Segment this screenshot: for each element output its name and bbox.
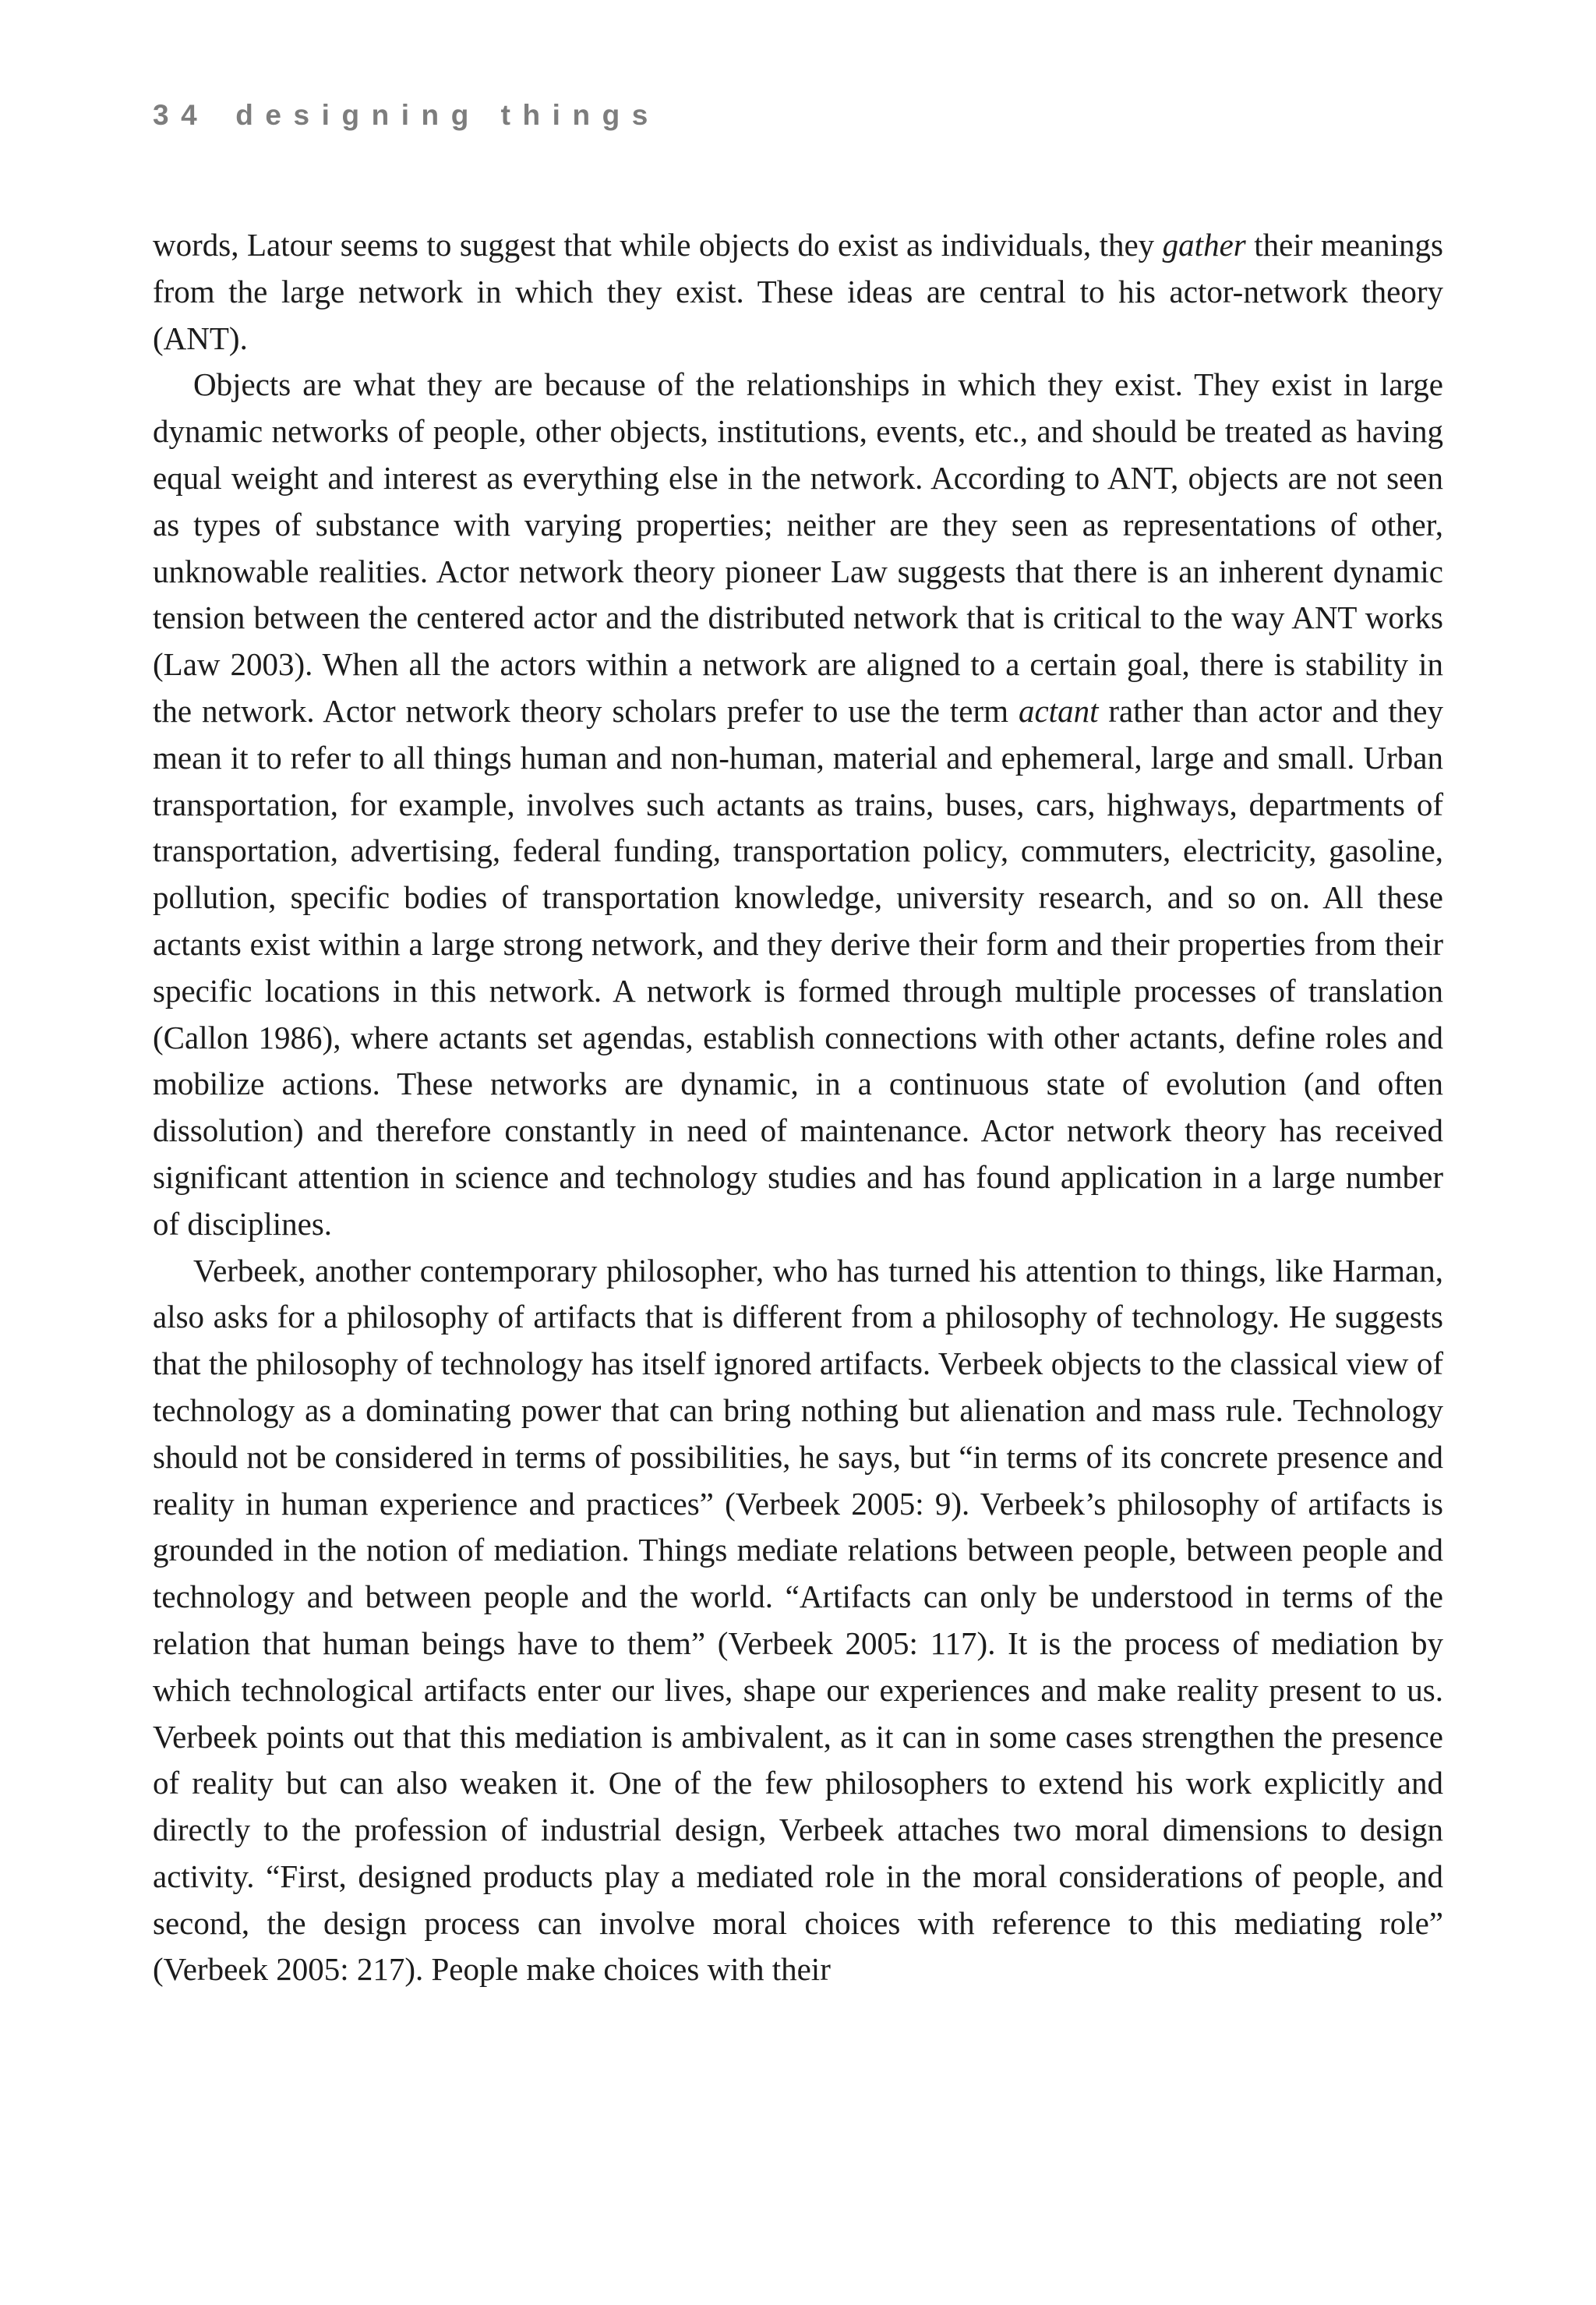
italic-term-gather: gather [1162, 227, 1246, 263]
text-segment: their meanings from the large network in which they exist. These ideas are central to his actor-network theory (ANT). [153, 227, 1443, 356]
running-head-title: designing things [235, 99, 660, 131]
italic-term-actant: actant [1018, 692, 1099, 729]
paragraph [153, 362, 1443, 1247]
text-segment: Objects are what they are because of the relationships in which they exist. They exist in large dynamic networks of people, other objects, institutions, events, etc., and should be treated as having equal weight and interest as everything else in the network. According to ANT, objects are not seen as types of substance with varying properties; neither are they seen as representations of other, unknowable realities. Actor network theory pioneer Law suggests that there is an inherent dynamic tension between the centered actor and the distributed network that is critical to the way ANT works (Law 2003). When all the actors within a network are aligned to a certain goal, there is stability in the network. Actor network theory scholars prefer to use the term [153, 366, 1443, 729]
paragraph [153, 222, 1443, 362]
text-segment: Verbeek, another contemporary philosopher, who has turned his attention to things, like Harman, also asks for a philosophy of artifacts that is different from a philosophy of technology. He suggests that the philosophy of technology has itself ignored artifacts. Verbeek objects to the classical view of technology as a dominating power that can bring nothing but alienation and mass rule. Technology should not be considered in terms of possibilities, he says, but “in terms of its concrete presence and reality in human experience and practices” (Verbeek 2005: 9). Verbeek’s philosophy of artifacts is grounded in the notion of mediation. Things mediate relations between people, between people and technology and between people and the world. “Artifacts can only be understood in terms of the relation that human beings have to them” (Verbeek 2005: 117). It is the process of mediation by which technological artifacts enter our lives, shape our experiences and make reality present to us. Verbeek points out that this mediation is ambivalent, as it can in some cases strengthen the presence of reality but can also weaken it. One of the few philosophers to extend his work explicitly and directly to the profession of industrial design, Verbeek attaches two moral dimensions to design activity. “First, designed products play a mediated role in the moral considerations of people, and second, the design process can involve moral choices with reference to this mediating role” (Verbeek 2005: 217). People make choices with their [153, 1252, 1443, 1988]
text-segment: words, Latour seems to suggest that while objects do exist as individuals, they [153, 227, 1163, 263]
text-segment: rather than actor and they mean it to refer to all things human and non-human, material and ephemeral, large and small. Urban transportation, for example, involves such actants as trains, buses, cars, highways, departments of transportation, advertising, federal funding, transportation policy, commuters, electricity, gasoline, pollution, specific bodies of transportation knowledge, university research, and so on. All these actants exist within a large strong network, and they derive their form and their properties from their specific locations in this network. A network is formed through multiple processes of translation (Callon 1986), where actants set agendas, establish connections with other actants, define roles and mobilize actions. These networks are dynamic, in a continuous state of evolution (and often dissolution) and therefore constantly in need of maintenance. Actor network theory has received significant attention in science and technology studies and has found application in a large number of disciplines. [153, 692, 1443, 1242]
running-head [153, 92, 660, 139]
page-number: 34 [153, 99, 210, 131]
body-text [153, 222, 1443, 1993]
paragraph [153, 1248, 1443, 1994]
